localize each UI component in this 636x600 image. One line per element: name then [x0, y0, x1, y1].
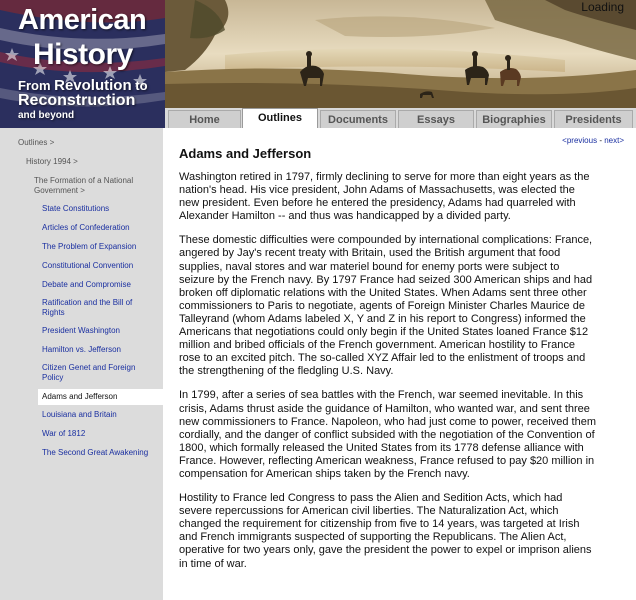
sidebar-item-state-constitutions[interactable]: State Constitutions — [42, 204, 110, 213]
main-nav-tabs — [165, 108, 636, 128]
sidebar-item-debate-and-compromise[interactable]: Debate and Compromise — [42, 280, 131, 289]
brand-from: From — [18, 78, 51, 93]
tab-outlines[interactable]: Outlines — [242, 108, 318, 128]
sidebar-item-ratification[interactable]: Ratification and the Bill of Rights — [42, 298, 133, 317]
tab-presidents[interactable]: Presidents — [554, 110, 633, 128]
breadcrumb-history-1994[interactable]: History 1994 > — [26, 157, 78, 166]
loading-indicator: Loading — [581, 0, 624, 14]
sidebar-item-second-great-awakening[interactable]: The Second Great Awakening — [42, 448, 149, 457]
sidebar-item-citizen-genet[interactable]: Citizen Genet and Foreign Policy — [42, 363, 136, 382]
brand-subtitle-line2: Reconstruction — [18, 92, 136, 109]
sidebar-item-problem-of-expansion[interactable]: The Problem of Expansion — [42, 242, 137, 251]
tab-documents[interactable]: Documents — [320, 110, 396, 128]
sidebar-item-articles-of-confederation[interactable]: Articles of Confederation — [42, 223, 130, 232]
article-paragraph: These domestic difficulties were compounded by international complications: France, angered by Jay's recent treaty with Britain, used the British argument that food supplies, naval stores and war materiel bound for enemy ports were subject to seizure by the French navy. By 1797 France had seized 300 American ships and had broken off diplomatic relations with the United States. When Adams sent three other commissioners to Paris to negotiate, agents of Foreign Minister Charles Maurice de Talleyrand (whom Adams labeled X, Y and Z in his report to Congress) informed the Americans that negotiations could only begin if the United States loaned France $12 million and bribed officials of the French government. American hostility to France rose to an excited pitch. The so-called XYZ Affair led to the enlistment of troops and the strengthening of the fledgling U.S. Navy. — [179, 234, 593, 378]
breadcrumb-formation[interactable]: The Formation of a National Government > — [34, 176, 134, 195]
pager — [562, 136, 624, 145]
brand-title-line1: American — [18, 4, 147, 36]
article-body — [179, 171, 597, 582]
page-title: Adams and Jefferson — [179, 146, 312, 161]
landscape-painting — [165, 0, 636, 108]
breadcrumb-outlines[interactable]: Outlines > — [18, 138, 55, 147]
main-content — [163, 128, 636, 600]
brand-to: to — [135, 78, 148, 93]
sidebar — [0, 128, 163, 600]
article-paragraph: In 1799, after a series of sea battles with the French, war seemed inevitable. In this crisis, Adams thrust aside the guidance of Hamilton, who wanted war, and sent three new commissioners to France. Napoleon, who had just come to power, received them cordially, and the danger of conflict subsided with the negotiation of the Convention of 1800, which formally released the United States from its 1778 defense alliance with France. However, reflecting American weakness, France refused to pay $20 million in compensation for American ships taken by the French navy. — [179, 389, 596, 480]
sidebar-item-louisiana-and-britain[interactable]: Louisiana and Britain — [42, 410, 117, 419]
sidebar-item-war-of-1812[interactable]: War of 1812 — [42, 429, 86, 438]
tab-biographies[interactable]: Biographies — [476, 110, 552, 128]
flag-logo-background — [0, 0, 165, 128]
previous-link[interactable]: <previous — [562, 136, 598, 145]
brand-title-line2: History — [33, 38, 133, 71]
brand-subtitle-line3: and beyond — [18, 110, 75, 121]
tab-home[interactable]: Home — [168, 110, 241, 128]
tab-essays[interactable]: Essays — [398, 110, 474, 128]
sidebar-item-hamilton-vs-jefferson[interactable]: Hamilton vs. Jefferson — [42, 345, 121, 354]
brand-revolution: Revolution — [54, 77, 132, 94]
sidebar-item-adams-and-jefferson[interactable]: Adams and Jefferson — [38, 389, 163, 405]
article-paragraph: Hostility to France led Congress to pass the Alien and Sedition Acts, which had severe repercussions for American civil liberties. The Naturalization Act, which changed the requirement for citizenship from five to 14 years, was targeted at Irish and French immigrants suspected of supporting the Republicans. The Alien Act, operative for two years only, gave the president the power to expel or imprison aliens in time of war. — [179, 492, 592, 570]
sidebar-item-president-washington[interactable]: President Washington — [42, 326, 120, 335]
sidebar-item-constitutional-convention[interactable]: Constitutional Convention — [42, 261, 134, 270]
article-paragraph: Washington retired in 1797, firmly declining to serve for more than eight years as the nation's head. His vice president, John Adams of Massachusetts, was elected the new president. Even before he entered the presidency, Adams had quarreled with Alexander Hamilton -- and thus was handicapped by a divided party. — [179, 171, 590, 223]
pager-separator: - — [597, 136, 605, 145]
next-link[interactable]: next> — [604, 136, 624, 145]
